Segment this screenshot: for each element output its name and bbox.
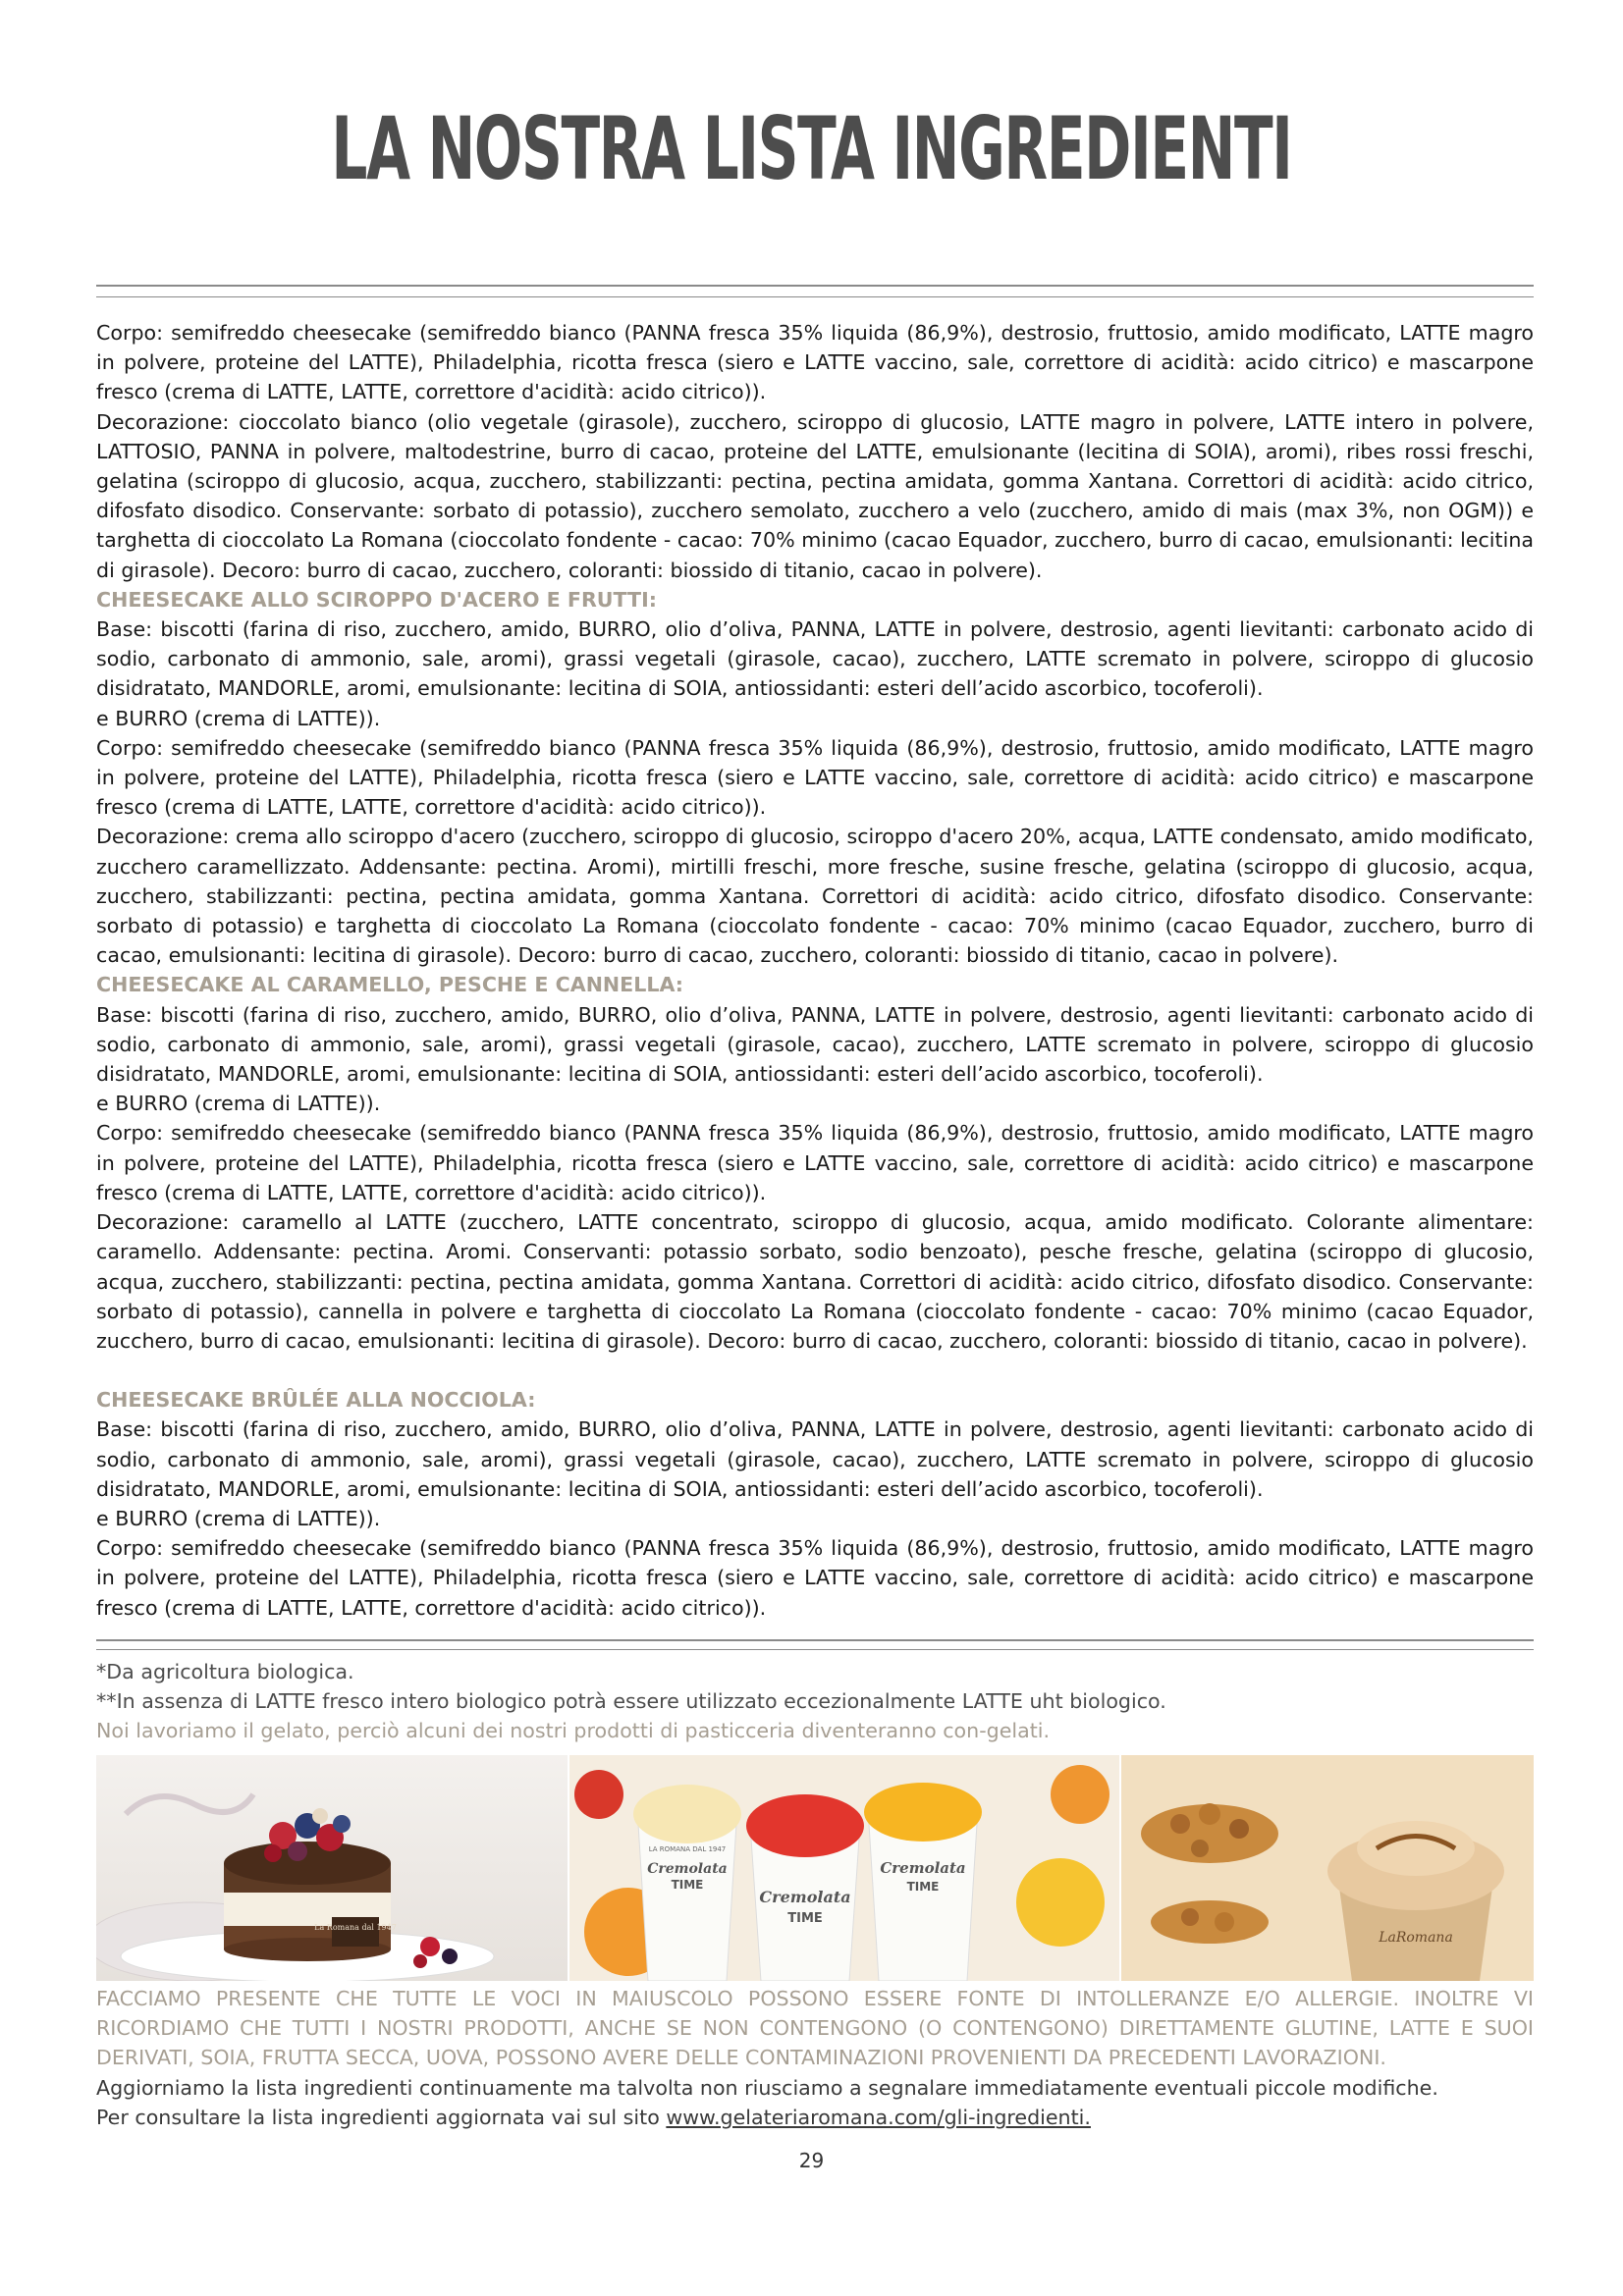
update-notice: Aggiorniamo la lista ingredienti continuamente ma talvolta non riusciamo a segnalare immediatamente eventuali piccole modifiche. <box>96 2075 1438 2100</box>
ingredient-paragraph: Decorazione: crema allo sciroppo d'acero (zucchero, sciroppo di glucosio, sciroppo d'acero 20%, acqua, LATTE condensato, amido modificato, zucchero caramellizzato. Addensante: pectina. Aromi), mirtilli freschi, more fresche, susine fresche, gelatina (sciroppo di glucosio, acqua, zucchero, stabilizzanti: pectina, pectina amidata, gomma Xantana. Correttori di acidità: acido citrico, difosfato disodico. Conservante: sorbato di potassio) e targhetta di cioccolato La Romana (cioccolato fondente - cacao: 70% minimo (cacao Equador, zucchero, burro di cacao, emulsionanti: lecitina di girasole). Decoro: burro di cacao, zucchero, coloranti: biossido di titanio, cacao in polvere). <box>96 825 1534 968</box>
ingredient-paragraph: Base: biscotti (farina di riso, zucchero, amido, BURRO, olio d’oliva, PANNA, LATTE in polvere, destrosio, agenti lievitanti: carbonato acido di sodio, carbonato di ammonio, sale, aromi), grassi vegetali (girasole, cacao), zucchero, LATTE scremato in polvere, sciroppo di glucosio disidratato, MANDORLE, aromi, emulsionante: lecitina di SOIA, antiossidanti: esteri dell’acido ascorbico, tocoferoli). <box>96 1417 1534 1501</box>
note-gelato: Noi lavoriamo il gelato, perciò alcuni dei nostri prodotti di pasticceria diventeranno con-gelati. <box>96 1719 1051 1743</box>
hazelnut-gelato-photo <box>1121 1755 1534 1981</box>
ingredient-paragraph: e BURRO (crema di LATTE)). <box>96 1092 381 1116</box>
cup3-name-line2: TIME <box>906 1880 940 1894</box>
section-title-maple: CHEESECAKE ALLO SCIROPPO D'ACERO E FRUTTI: <box>96 587 657 612</box>
bottom-divider-thin <box>96 1649 1534 1650</box>
ingredient-paragraph: Corpo: semifreddo cheesecake (semifreddo bianco (PANNA fresca 35% liquida (86,9%), destrosio, fruttosio, amido modificato, LATTE magro in polvere, proteine del LATTE), Philadelphia, ricotta fresca (siero e LATTE vaccino, sale, correttore di acidità: acido citrico) e mascarpone fresco (crema di LATTE, LATTE, correttore d'acidità: acido citrico)). <box>96 1121 1534 1204</box>
ingredient-paragraph: Corpo: semifreddo cheesecake (semifreddo bianco (PANNA fresca 35% liquida (86,9%), destrosio, fruttosio, amido modificato, LATTE magro in polvere, proteine del LATTE), Philadelphia, ricotta fresca (siero e LATTE vaccino, sale, correttore di acidità: acido citrico) e mascarpone fresco (crema di LATTE, LATTE, correttore d'acidità: acido citrico)). <box>96 321 1534 404</box>
ingredient-paragraph: Corpo: semifreddo cheesecake (semifreddo bianco (PANNA fresca 35% liquida (86,9%), destrosio, fruttosio, amido modificato, LATTE magro in polvere, proteine del LATTE), Philadelphia, ricotta fresca (siero e LATTE vaccino, sale, correttore di acidità: acido citrico) e mascarpone fresco (crema di LATTE, LATTE, correttore d'acidità: acido citrico)). <box>96 1536 1534 1620</box>
notes <box>96 1657 1534 1746</box>
ingredient-paragraph: Corpo: semifreddo cheesecake (semifreddo bianco (PANNA fresca 35% liquida (86,9%), destrosio, fruttosio, amido modificato, LATTE magro in polvere, proteine del LATTE), Philadelphia, ricotta fresca (siero e LATTE vaccino, sale, correttore di acidità: acido citrico) e mascarpone fresco (crema di LATTE, LATTE, correttore d'acidità: acido citrico)). <box>96 735 1534 820</box>
cup-name-line2: TIME <box>671 1878 704 1892</box>
ingredients-list <box>96 318 1534 1623</box>
note-uht: **In assenza di LATTE fresco intero biologico potrà essere utilizzato eccezionalmente LATTE uht biologico. <box>96 1689 1166 1714</box>
ingredient-paragraph: Decorazione: cioccolato bianco (olio vegetale (girasole), zucchero, sciroppo di glucosio, LATTE magro in polvere, LATTE intero in polvere, LATTOSIO, PANNA in polvere, maltodestrine, burro di cacao, proteine del LATTE, emulsionante (lecitina di SOIA), aromi), ribes rossi freschi, gelatina (sciroppo di glucosio, acqua, zucchero, stabilizzanti: pectina, pectina amidata, gomma Xantana. Correttori di acidità: acido citrico, difosfato disodico. Conservante: sorbato di potassio), zucchero semolato, zucchero a velo (zucchero, amido di mais (max 3%, non OGM)) e targhetta di cioccolato La Romana (cioccolato fondente - cacao: 70% minimo (cacao Equador, zucchero, burro di cacao, emulsionanti: lecitina di girasole). Decoro: burro di cacao, zucchero, coloranti: biossido di titanio, cacao in polvere). <box>96 409 1534 582</box>
cup-name-line1: Cremolata <box>647 1861 728 1877</box>
cake-plate-text: La Romana dal 1947 <box>314 1923 397 1932</box>
consult-prefix: Per consultare la lista ingredienti aggiornata vai sul sito <box>96 2105 667 2129</box>
ingredients-link[interactable]: www.gelateriaromana.com/gli-ingredienti. <box>666 2105 1091 2129</box>
cremolata-photo <box>569 1755 1119 1981</box>
section-title-caramel: CHEESECAKE AL CARAMELLO, PESCHE E CANNELLA: <box>96 973 684 997</box>
page-number: 29 <box>798 2149 825 2172</box>
cup-brand: LA ROMANA DAL 1947 <box>648 1845 727 1853</box>
note-organic: *Da agricoltura biologica. <box>96 1660 354 1683</box>
page-title: LA NOSTRA LISTA INGREDIENTI <box>331 98 1292 199</box>
section-title-hazelnut: CHEESECAKE BRÛLÉE ALLA NOCCIOLA: <box>96 1388 536 1413</box>
cup2-name-line1: Cremolata <box>759 1888 851 1906</box>
tub-logo: LaRomana <box>1379 1930 1453 1946</box>
top-divider <box>96 285 1534 287</box>
bottom-divider <box>96 1639 1534 1641</box>
cheesecake-photo <box>96 1755 568 1981</box>
top-divider-thin <box>96 296 1534 297</box>
consult-line <box>96 2103 1534 2132</box>
ingredient-paragraph: Decorazione: caramello al LATTE (zucchero, LATTE concentrato, sciroppo di glucosio, acqua, amido modificato. Colorante alimentare: caramello. Addensante: pectina. Aromi. Conservanti: potassio sorbato, sodio benzoato), pesche fresche, gelatina (sciroppo di glucosio, acqua, zucchero, stabilizzanti: pectina, pectina amidata, gomma Xantana. Correttori di acidità: acido citrico, difosfato disodico. Conservante: sorbato di potassio), cannella in polvere e targhetta di cioccolato La Romana (cioccolato fondente - cacao: 70% minimo (cacao Equador, zucchero, burro di cacao, emulsionanti: lecitina di girasole). Decoro: burro di cacao, zucchero, coloranti: biossido di titanio, cacao in polvere). <box>96 1210 1534 1353</box>
ingredient-paragraph: Base: biscotti (farina di riso, zucchero, amido, BURRO, olio d’oliva, PANNA, LATTE in polvere, destrosio, agenti lievitanti: carbonato acido di sodio, carbonato di ammonio, sale, aromi), grassi vegetali (girasole, cacao), zucchero, LATTE scremato in polvere, sciroppo di glucosio disidratato, MANDORLE, aromi, emulsionante: lecitina di SOIA, antiossidanti: esteri dell’acido ascorbico, tocoferoli). <box>96 1002 1534 1087</box>
cup2-name-line2: TIME <box>787 1911 823 1926</box>
ingredient-paragraph: e BURRO (crema di LATTE)). <box>96 706 381 730</box>
ingredient-paragraph: e BURRO (crema di LATTE)). <box>96 1506 381 1530</box>
allergen-warning: FACCIAMO PRESENTE CHE TUTTE LE VOCI IN MAIUSCOLO POSSONO ESSERE FONTE DI INTOLLERANZE E/O ALLERGIE. INOLTRE VI RICORDIAMO CHE TUTTI I NOSTRI PRODOTTI, ANCHE SE NON CONTENGONO (O CONTENGONO) DIRETTAMENTE GLUTINE, LATTE E SUOI DERIVATI, SOIA, FRUTTA SECCA, UOVA, POSSONO AVERE DELLE CONTAMINAZIONI PROVENIENTI DA PRECEDENTI LAVORAZIONI. <box>96 1987 1534 2070</box>
ingredient-paragraph: Base: biscotti (farina di riso, zucchero, amido, BURRO, olio d’oliva, PANNA, LATTE in polvere, destrosio, agenti lievitanti: carbonato acido di sodio, carbonato di ammonio, sale, aromi), grassi vegetali (girasole, cacao), zucchero, LATTE scremato in polvere, sciroppo di glucosio disidratato, MANDORLE, aromi, emulsionante: lecitina di SOIA, antiossidanti: esteri dell’acido ascorbico, tocoferoli). <box>96 617 1534 701</box>
disclaimer <box>96 1984 1534 2132</box>
cup3-name-line1: Cremolata <box>880 1859 966 1877</box>
photo-strip <box>96 1755 1534 1981</box>
